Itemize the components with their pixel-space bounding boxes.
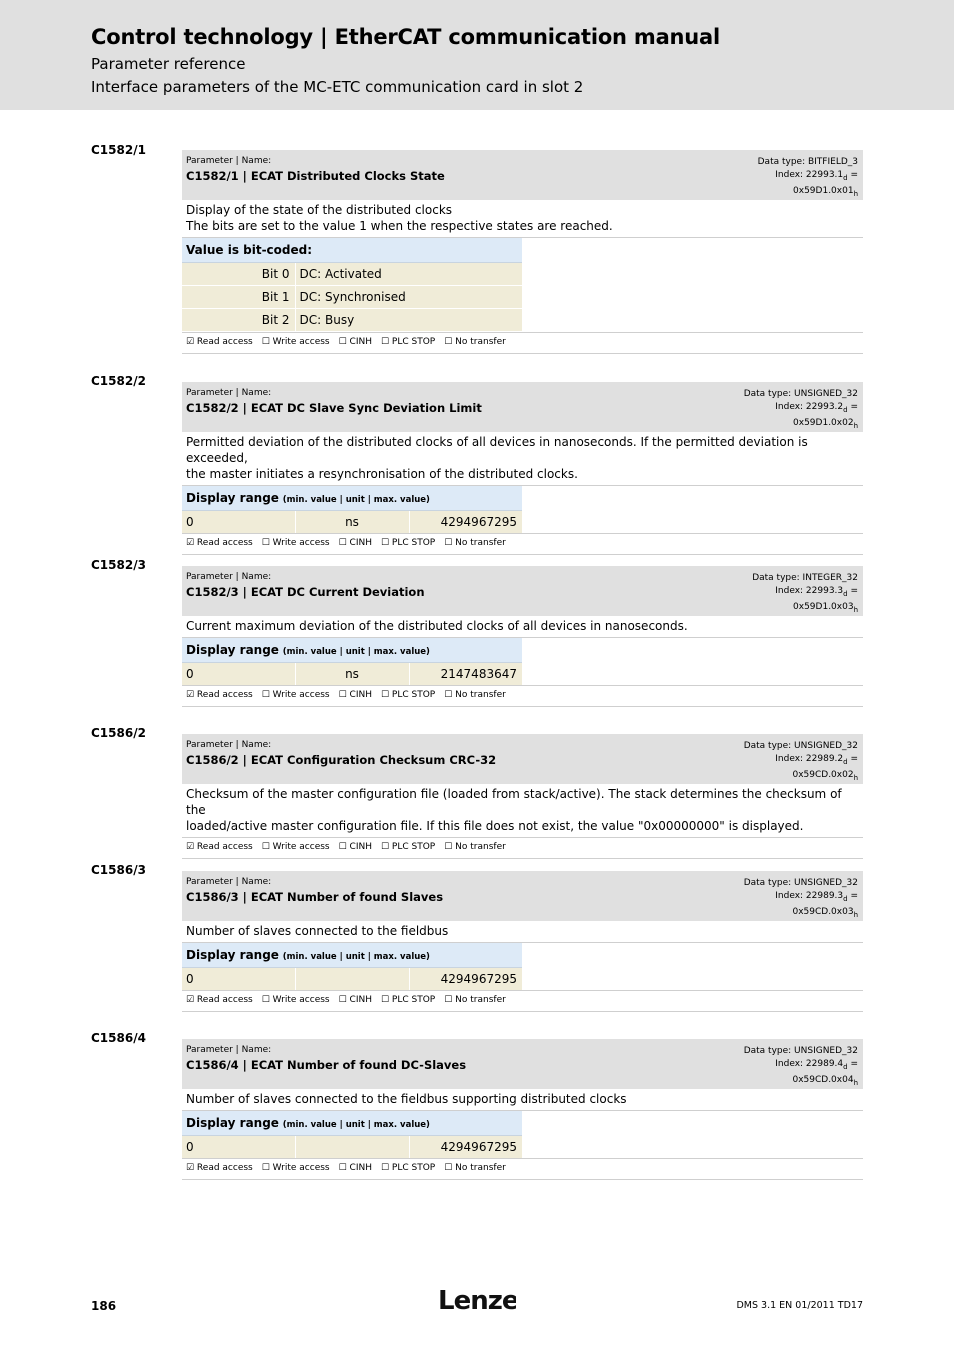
bit-table-header: Value is bit-coded: <box>182 238 522 262</box>
parameter-name: C1586/4 | ECAT Number of found DC-Slaves <box>186 1058 467 1072</box>
parameter-description: Display of the state of the distributed clocks The bits are set to the value 1 when the respective states are reached. <box>182 200 863 238</box>
parameter-name: C1586/3 | ECAT Number of found Slaves <box>186 890 444 904</box>
parameter-code: C1586/2 <box>91 726 146 740</box>
lenze-logo <box>438 1286 516 1314</box>
access-flags: ☑ Read access ☐ Write access ☐ CINH ☐ PLC STOP ☐ No transfer <box>182 333 863 354</box>
range-table-wrap <box>182 943 863 991</box>
parameter-description: Current maximum deviation of the distributed clocks of all devices in nanoseconds. <box>182 616 863 638</box>
parameter-description: Checksum of the master configuration file (loaded from stack/active). The stack determines the checksum of the loaded/active master configuration file. If this file does not exist, the value "0x00000000" is displayed. <box>182 784 863 838</box>
table-row: Bit 1 DC: Synchronised <box>182 285 522 308</box>
svg-text:Lenze: Lenze <box>438 1286 516 1314</box>
parameter-header: Parameter | Name: C1582/3 | ECAT DC Current Deviation Data type: INTEGER_32 Index: $22993.3_d$ = $0x59D1.0x03_h$ <box>182 566 863 616</box>
parameter-code: C1586/3 <box>91 863 146 877</box>
parameter-name: C1582/2 | ECAT DC Slave Sync Deviation Limit <box>186 401 482 415</box>
parameter-block <box>182 1039 863 1180</box>
access-flags: ☑ Read access ☐ Write access ☐ CINH ☐ PLC STOP ☐ No transfer <box>182 1159 863 1180</box>
hex-line: $0x59D1.0x01_h$ <box>793 185 858 198</box>
chapter-title: Parameter reference <box>91 55 246 73</box>
parameter-code: C1582/1 <box>91 143 146 157</box>
parameter-meta: Data type: INTEGER_32 Index: $22993.3_d$ = $0x59D1.0x03_h$ <box>752 573 858 614</box>
access-flags: ☑ Read access ☐ Write access ☐ CINH ☐ PLC STOP ☐ No transfer <box>182 534 863 555</box>
parameter-meta: Data type: UNSIGNED_32 Index: $22989.4_d$ = $0x59CD.0x04_h$ <box>743 1046 858 1087</box>
range-table-wrap <box>182 1111 863 1159</box>
table-row: 0 4294967295 <box>182 1135 522 1158</box>
range-table-wrap <box>182 638 863 686</box>
parameter-meta: Data type: UNSIGNED_32 Index: $22993.2_d$ = $0x59D1.0x02_h$ <box>743 389 858 430</box>
bit-table-wrap <box>182 238 863 333</box>
parameter-header: Parameter | Name: C1586/3 | ECAT Number of found Slaves Data type: UNSIGNED_32 Index: $22989.3_d$ = $0x59CD.0x03_h$ <box>182 871 863 921</box>
parameter-name: C1586/2 | ECAT Configuration Checksum CRC-32 <box>186 753 497 767</box>
parameter-block <box>182 566 863 707</box>
table-row: Bit 2 DC: Busy <box>182 308 522 331</box>
parameter-meta: Data type: UNSIGNED_32 Index: $22989.3_d$ = $0x59CD.0x03_h$ <box>743 878 858 919</box>
parameter-block <box>182 871 863 1012</box>
parameter-description: Permitted deviation of the distributed clocks of all devices in nanoseconds. If the permitted deviation is exceeded, the master initiates a resynchronisation of the distributed clocks. <box>182 432 863 486</box>
table-row: 0 ns 4294967295 <box>182 510 522 533</box>
page-header <box>0 0 954 110</box>
parameter-label: Parameter | Name: <box>186 388 272 398</box>
range-header: Display range (min. value | unit | max. value) <box>182 1111 522 1135</box>
parameter-label: Parameter | Name: <box>186 156 272 166</box>
parameter-description: Number of slaves connected to the fieldbus supporting distributed clocks <box>182 1089 863 1111</box>
parameter-header <box>182 382 863 432</box>
range-table <box>182 1111 522 1158</box>
parameter-name: C1582/1 | ECAT Distributed Clocks State <box>186 169 445 183</box>
parameter-code: C1582/3 <box>91 558 146 572</box>
page-number: 186 <box>91 1299 117 1313</box>
data-type: Data type: BITFIELD_3 <box>757 157 858 167</box>
document-title: Control technology | EtherCAT communication manual <box>91 25 721 49</box>
table-row: 0 4294967295 <box>182 967 522 990</box>
parameter-block <box>182 734 863 859</box>
parameter-code: C1586/4 <box>91 1031 146 1045</box>
range-header: Display range (min. value | unit | max. value) <box>182 943 522 967</box>
bit-table <box>182 238 522 332</box>
parameter-header <box>182 150 863 200</box>
access-flags: ☑ Read access ☐ Write access ☐ CINH ☐ PLC STOP ☐ No transfer <box>182 686 863 707</box>
parameter-description: Number of slaves connected to the fieldbus <box>182 921 863 943</box>
table-row: Bit 0 DC: Activated <box>182 262 522 285</box>
parameter-code: C1582/2 <box>91 374 146 388</box>
parameter-block <box>182 382 863 555</box>
range-table-wrap <box>182 486 863 534</box>
parameter-name: C1582/3 | ECAT DC Current Deviation <box>186 585 425 599</box>
range-table <box>182 638 522 685</box>
range-table <box>182 486 522 533</box>
parameter-block <box>182 150 863 354</box>
document-id: DMS 3.1 EN 01/2011 TD17 <box>736 1300 863 1311</box>
access-flags: ☑ Read access ☐ Write access ☐ CINH ☐ PLC STOP ☐ No transfer <box>182 838 863 859</box>
range-header: Display range (min. value | unit | max. value) <box>182 638 522 662</box>
index-line: Index: $22993.1_d$ = <box>775 170 858 182</box>
parameter-header: Parameter | Name: C1586/4 | ECAT Number of found DC-Slaves Data type: UNSIGNED_32 Index: $22989.4_d$ = $0x59CD.0x04_h$ <box>182 1039 863 1089</box>
section-title: Interface parameters of the MC-ETC communication card in slot 2 <box>91 78 584 96</box>
table-row: 0 ns 2147483647 <box>182 662 522 685</box>
range-header: Display range (min. value | unit | max. value) <box>182 486 522 510</box>
parameter-meta: Data type: UNSIGNED_32 Index: $22989.2_d$ = $0x59CD.0x02_h$ <box>743 741 858 782</box>
parameter-header: Parameter | Name: C1586/2 | ECAT Configuration Checksum CRC-32 Data type: UNSIGNED_32 Index: $22989.2_d$ = $0x59CD.0x02_h$ <box>182 734 863 784</box>
range-table <box>182 943 522 990</box>
access-flags: ☑ Read access ☐ Write access ☐ CINH ☐ PLC STOP ☐ No transfer <box>182 991 863 1012</box>
parameter-meta <box>758 156 858 201</box>
